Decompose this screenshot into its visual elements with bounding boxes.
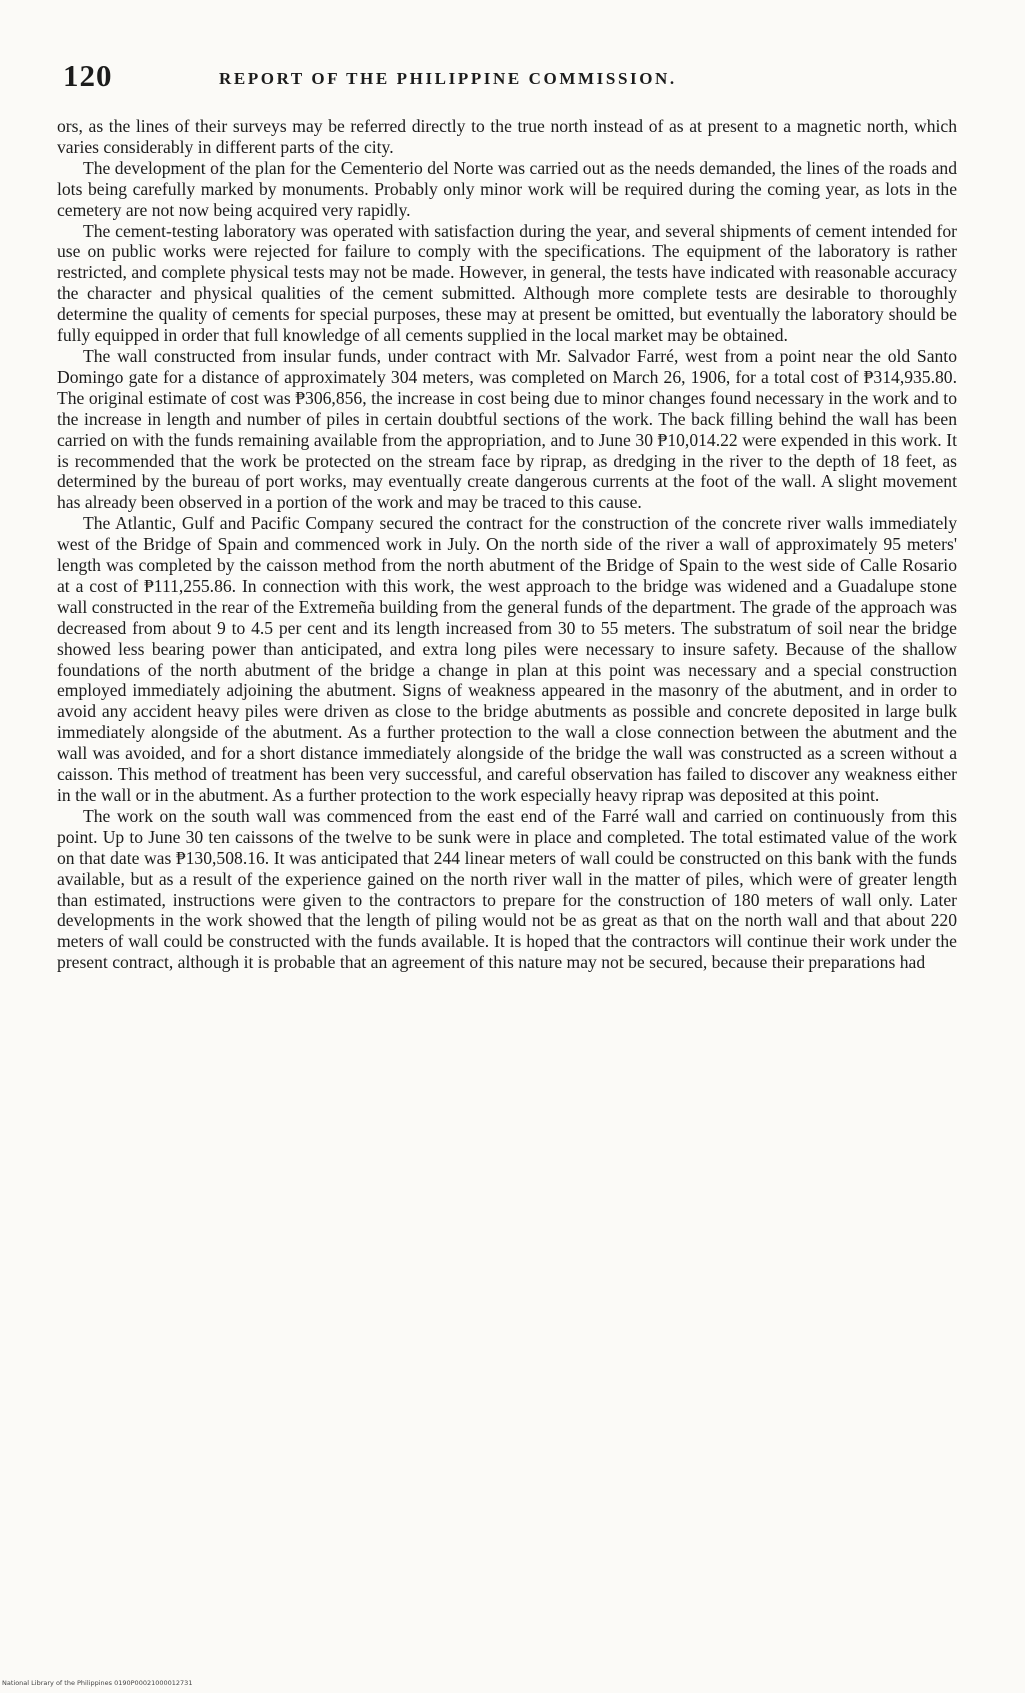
- paragraph-3: The cement-testing laboratory was operated with satisfaction during the year, and several shipments of cement intended for use on public works were rejected for failure to comply with the specifications. The equipment of the laboratory is rather restricted, and complete physical tests may not be made. However, in general, the tests have indicated with reasonable accuracy the character and physical qualities of the cement submitted. Although more complete tests are desirable to thoroughly determine the quality of cements for special purposes, these may at present be omitted, but eventually the laboratory should be fully equipped in order that full knowledge of all cements supplied in the local market may be obtained.: [57, 220, 957, 346]
- scan-credit: National Library of the Philippines 0190P00021000012731: [2, 1679, 193, 1687]
- document-page: [57, 58, 957, 973]
- paragraph-4: The wall constructed from insular funds, under contract with Mr. Salvador Farré, west from a point near the old Santo Domingo gate for a distance of approximately 304 meters, was completed on March 26, 1906, for a total cost of ₱314,935.80. The original estimate of cost was ₱306,856, the increase in cost being due to minor changes found necessary in the work and to the increase in length and number of piles in certain doubtful sections of the work. The back filling behind the wall has been carried on with the funds remaining available from the appropriation, and to June 30 ₱10,014.22 were expended in this work. It is recommended that the work be protected on the stream face by riprap, as dredging in the river to the depth of 18 feet, as determined by the bureau of port works, may eventually create dangerous currents at the foot of the wall. A slight movement has already been observed in a portion of the work and may be traced to this cause.: [57, 345, 957, 513]
- paragraph-1: ors, as the lines of their surveys may be referred directly to the true north instead of as at present to a magnetic north, which varies considerably in different parts of the city.: [57, 116, 957, 157]
- paragraph-5: The Atlantic, Gulf and Pacific Company secured the contract for the construction of the concrete river walls immediately west of the Bridge of Spain and commenced work in July. On the north side of the river a wall of approximately 95 meters' length was completed by the caisson method from the north abutment of the Bridge of Spain to the west side of Calle Rosario at a cost of ₱111,255.86. In connection with this work, the west approach to the bridge was widened and a Guadalupe stone wall constructed in the rear of the Extremeña building from the general funds of the department. The grade of the approach was decreased from about 9 to 4.5 per cent and its length increased from 30 to 55 meters. The substratum of soil near the bridge showed less bearing power than anticipated, and extra long piles were necessary to insure safety. Because of the shallow foundations of the north abutment of the bridge a change in plan at this point was necessary and a special construction employed immediately adjoining the abutment. Signs of weakness appeared in the masonry of the abutment, and in order to avoid any accident heavy piles were driven as close to the bridge abutments as possible and concrete deposited in large bulk immediately alongside of the abutment. As a further protection to the wall a close connection between the abutment and the wall was avoided, and for a short distance immediately alongside of the bridge the wall was constructed as a screen without a caisson. This method of treatment has been very successful, and careful observation has failed to discover any weakness either in the wall or in the abutment. As a further protection to the work especially heavy riprap was deposited at this point.: [57, 513, 957, 805]
- page-header: [57, 58, 957, 106]
- page-number: 120: [63, 58, 113, 93]
- paragraph-2: The development of the plan for the Cementerio del Norte was carried out as the needs demanded, the lines of the roads and lots being carefully marked by monuments. Probably only minor work will be required during the coming year, as lots in the cemetery are not now being acquired very rapidly.: [57, 157, 957, 220]
- body-text: [57, 116, 957, 973]
- paragraph-6: The work on the south wall was commenced from the east end of the Farré wall and carried on continuously from this point. Up to June 30 ten caissons of the twelve to be sunk were in place and completed. The total estimated value of the work on that date was ₱130,508.16. It was anticipated that 244 linear meters of wall could be constructed on this bank with the funds available, but as a result of the experience gained on the north river wall in the matter of piles, which were of greater length than estimated, instructions were given to the contractors to prepare for the construction of 180 meters of wall only. Later developments in the work showed that the length of piling would not be as great as that on the north wall and that about 220 meters of wall could be constructed with the funds available. It is hoped that the contractors will continue their work under the present contract, although it is probable that an agreement of this nature may not be secured, because their preparations had: [57, 805, 957, 973]
- running-title: REPORT OF THE PHILIPPINE COMMISSION.: [219, 69, 677, 88]
